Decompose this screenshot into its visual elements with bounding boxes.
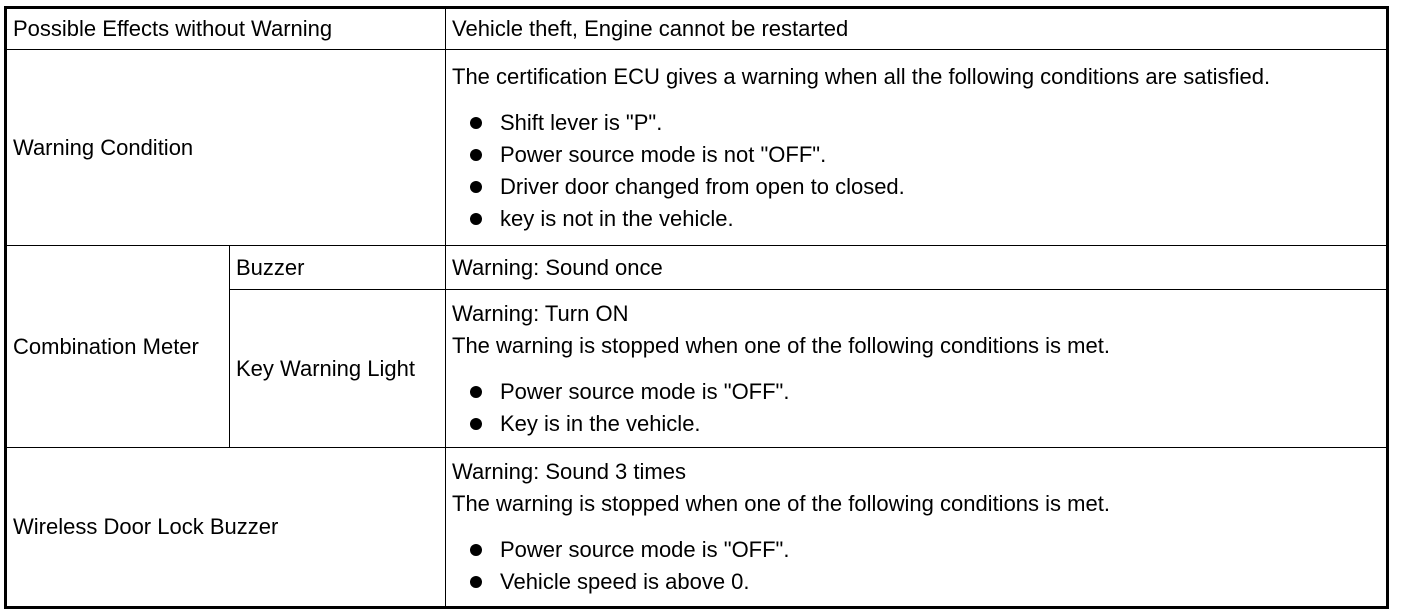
- bullet-dot-icon: [470, 576, 482, 588]
- key-light-label-cell: [230, 290, 446, 448]
- table-row-buzzer: [6, 246, 1388, 290]
- bullet-dot-icon: [470, 181, 482, 193]
- combination-meter-label-cell: [6, 246, 230, 448]
- warning-spec-table: [4, 6, 1389, 609]
- table-row-door-lock-buzzer: [6, 448, 1388, 608]
- effects-label: Possible Effects without Warning: [13, 16, 333, 41]
- condition-label-cell: [6, 50, 446, 246]
- key-light-line1: Warning: Turn ON: [452, 300, 629, 326]
- bullet-dot-icon: [470, 213, 482, 225]
- list-item: Driver door changed from open to closed.: [452, 171, 1380, 203]
- key-light-value-cell: [446, 290, 1388, 448]
- key-light-line2: The warning is stopped when one of the following conditions is met.: [452, 332, 1110, 358]
- bullet-dot-icon: [470, 386, 482, 398]
- list-item: Power source mode is not "OFF".: [452, 139, 1380, 171]
- table-row-condition: [6, 50, 1388, 246]
- combination-meter-label: Combination Meter: [13, 333, 199, 359]
- buzzer-label: Buzzer: [236, 254, 305, 280]
- bullet-dot-icon: [470, 117, 482, 129]
- condition-intro: The certification ECU gives a warning when all the following conditions are satisfied.: [452, 63, 1271, 89]
- door-lock-bullet-list: [452, 534, 1380, 598]
- condition-label: Warning Condition: [13, 134, 194, 160]
- key-light-bullet-list: [452, 376, 1380, 440]
- bullet-dot-icon: [470, 544, 482, 556]
- list-item: key is not in the vehicle.: [452, 203, 1380, 235]
- key-light-label: Key Warning Light: [236, 355, 415, 381]
- effects-label-cell: [6, 8, 446, 50]
- door-lock-value-cell: [446, 448, 1388, 608]
- effects-value-cell: [446, 8, 1388, 50]
- list-item: Key is in the vehicle.: [452, 408, 1380, 440]
- table-row-effects: [6, 8, 1388, 50]
- list-item: Power source mode is "OFF".: [452, 376, 1380, 408]
- list-item: Power source mode is "OFF".: [452, 534, 1380, 566]
- buzzer-value: Warning: Sound once: [452, 254, 663, 280]
- buzzer-value-cell: [446, 246, 1388, 290]
- buzzer-label-cell: [230, 246, 446, 290]
- condition-bullet-list: [452, 107, 1380, 235]
- bullet-dot-icon: [470, 149, 482, 161]
- door-lock-label-cell: [6, 448, 446, 608]
- list-item: Shift lever is "P".: [452, 107, 1380, 139]
- bullet-dot-icon: [470, 418, 482, 430]
- door-lock-label: Wireless Door Lock Buzzer: [13, 514, 279, 539]
- effects-value: Vehicle theft, Engine cannot be restarted: [452, 16, 849, 41]
- condition-value-cell: [446, 50, 1388, 246]
- door-lock-line1: Warning: Sound 3 times: [452, 459, 686, 484]
- list-item: Vehicle speed is above 0.: [452, 566, 1380, 598]
- door-lock-line2: The warning is stopped when one of the following conditions is met.: [452, 491, 1110, 516]
